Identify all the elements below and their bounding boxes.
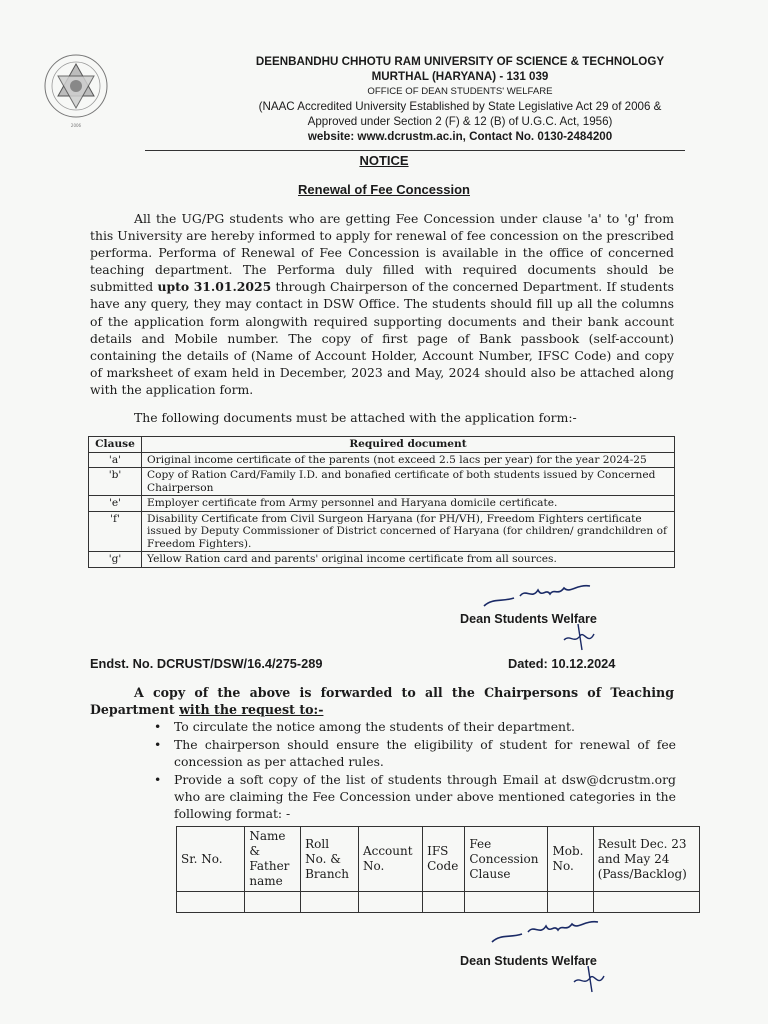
blank-cell [301, 892, 359, 913]
forward-main: A copy of the above is forwarded to all the Chairpersons of Teaching Department [90, 685, 674, 717]
table-row [89, 452, 675, 468]
initials-mark-1 [560, 620, 600, 654]
dated: Dated: 10.12.2024 [508, 656, 616, 671]
university-name: DEENBANDHU CHHOTU RAM UNIVERSITY OF SCIENCE & TECHNOLOGY [255, 55, 665, 68]
list-item: • The chairperson should ensure the eligibility of student for renewal of fee concession as per attached rules. [150, 736, 676, 770]
university-location: MURTHAL (HARYANA) - 131 039 [371, 70, 549, 83]
svg-text:2006: 2006 [70, 123, 82, 128]
university-logo [38, 48, 114, 130]
clause-header: Fee Concession Clause [465, 827, 548, 892]
clause-cell: 'f' [89, 511, 142, 552]
forward-request: with the request to:- [179, 702, 324, 717]
dean-signature-1: Dean Students Welfare [460, 612, 597, 626]
blank-cell [423, 892, 465, 913]
blank-cell [593, 892, 699, 913]
request-list [150, 718, 676, 823]
format-table [176, 826, 700, 913]
sr-no-header: Sr. No. [177, 827, 245, 892]
contact-line: website: www.dcrustm.ac.in, Contact No. 0130-2484200 [307, 130, 613, 143]
clause-cell: 'g' [89, 552, 142, 568]
office-name: OFFICE OF DEAN STUDENTS' WELFARE [367, 86, 553, 97]
document-cell: Yellow Ration card and parents' original income certificate from all sources. [142, 552, 675, 568]
deadline: upto 31.01.2025 [157, 279, 272, 295]
notice-title: NOTICE [359, 153, 409, 168]
body-part-2: through Chairperson of the concerned Department. If students have any query, they may contact in DSW Office. The students should fill up all the columns of the application form alongwith required supporting documents and their bank account details and Mobile number. The copy of first page of Bank passbook (self-account) containing the details of (Name of Account Holder, Account Number, IFSC Code) and copy of marksheet of exam held in December, 2023 and May, 2024 should also be attached along with the application form. [90, 279, 674, 397]
blank-cell [245, 892, 301, 913]
table-row [89, 496, 675, 512]
accreditation-line-1: (NAAC Accredited University Established by State Legislative Act 29 of 2006 & [258, 100, 662, 113]
list-item: • To circulate the notice among the students of their department. [150, 718, 676, 735]
initials-mark-2 [570, 962, 610, 996]
clause-cell: 'a' [89, 452, 142, 468]
document-cell: Original income certificate of the parents (not exceed 2.5 lacs per year) for the year 2024-25 [142, 452, 675, 468]
notice-subject: Renewal of Fee Concession [298, 182, 470, 197]
document-cell: Copy of Ration Card/Family I.D. and bonafied certificate of both students issued by Concerned Chairperson [142, 468, 675, 496]
table-row [89, 511, 675, 552]
blank-cell [177, 892, 245, 913]
documents-table [88, 436, 675, 568]
name-header: Name & Father name [245, 827, 301, 892]
mobile-header: Mob. No. [548, 827, 593, 892]
letterhead [200, 54, 720, 144]
ifs-header: IFS Code [423, 827, 465, 892]
table-row [89, 468, 675, 496]
dean-signature-2: Dean Students Welfare [460, 954, 597, 968]
document-header: Required document [142, 437, 675, 453]
accreditation-line-2: Approved under Section 2 (F) & 12 (B) of U.G.C. Act, 1956) [307, 115, 613, 128]
document-cell: Disability Certificate from Civil Surgeon Haryana (for PH/VH), Freedom Fighters certificate issued by Deputy Commissioner of District concerned of Haryana (for children/ grandchildren of Freedom Fighters). [142, 511, 675, 552]
endorsement-number: Endst. No. DCRUST/DSW/16.4/275-289 [90, 656, 323, 671]
roll-header: Roll No. & Branch [301, 827, 359, 892]
list-item: • Provide a soft copy of the list of students through Email at dsw@dcrustm.org who are claiming the Fee Concession under above mentioned categories in the following format: - [150, 771, 676, 822]
clause-cell: 'e' [89, 496, 142, 512]
signature-mark-2 [488, 912, 604, 950]
documents-table-header [89, 437, 675, 453]
table-row [177, 892, 700, 913]
account-header: Account No. [358, 827, 422, 892]
documents-intro: The following documents must be attached with the application form:- [134, 410, 577, 425]
clause-header: Clause [89, 437, 142, 453]
body-part-1: All the UG/PG students who are getting Fee Concession under clause 'a' to 'g' from this University are hereby informed to apply for renewal of fee concession on the prescribed performa. Performa of Renewal of Fee Concession is available in the office of concerned teaching department. The Performa duly filled with required documents should be submitted [90, 211, 674, 295]
result-header: Result Dec. 23 and May 24 (Pass/Backlog) [593, 827, 699, 892]
blank-cell [358, 892, 422, 913]
notice-body [90, 210, 674, 398]
document-cell: Employer certificate from Army personnel and Haryana domicile certificate. [142, 496, 675, 512]
blank-cell [548, 892, 593, 913]
clause-cell: 'b' [89, 468, 142, 496]
forward-text [90, 684, 674, 718]
blank-cell [465, 892, 548, 913]
format-table-header [177, 827, 700, 892]
header-divider [145, 150, 685, 151]
signature-mark-1 [480, 578, 600, 614]
table-row [89, 552, 675, 568]
